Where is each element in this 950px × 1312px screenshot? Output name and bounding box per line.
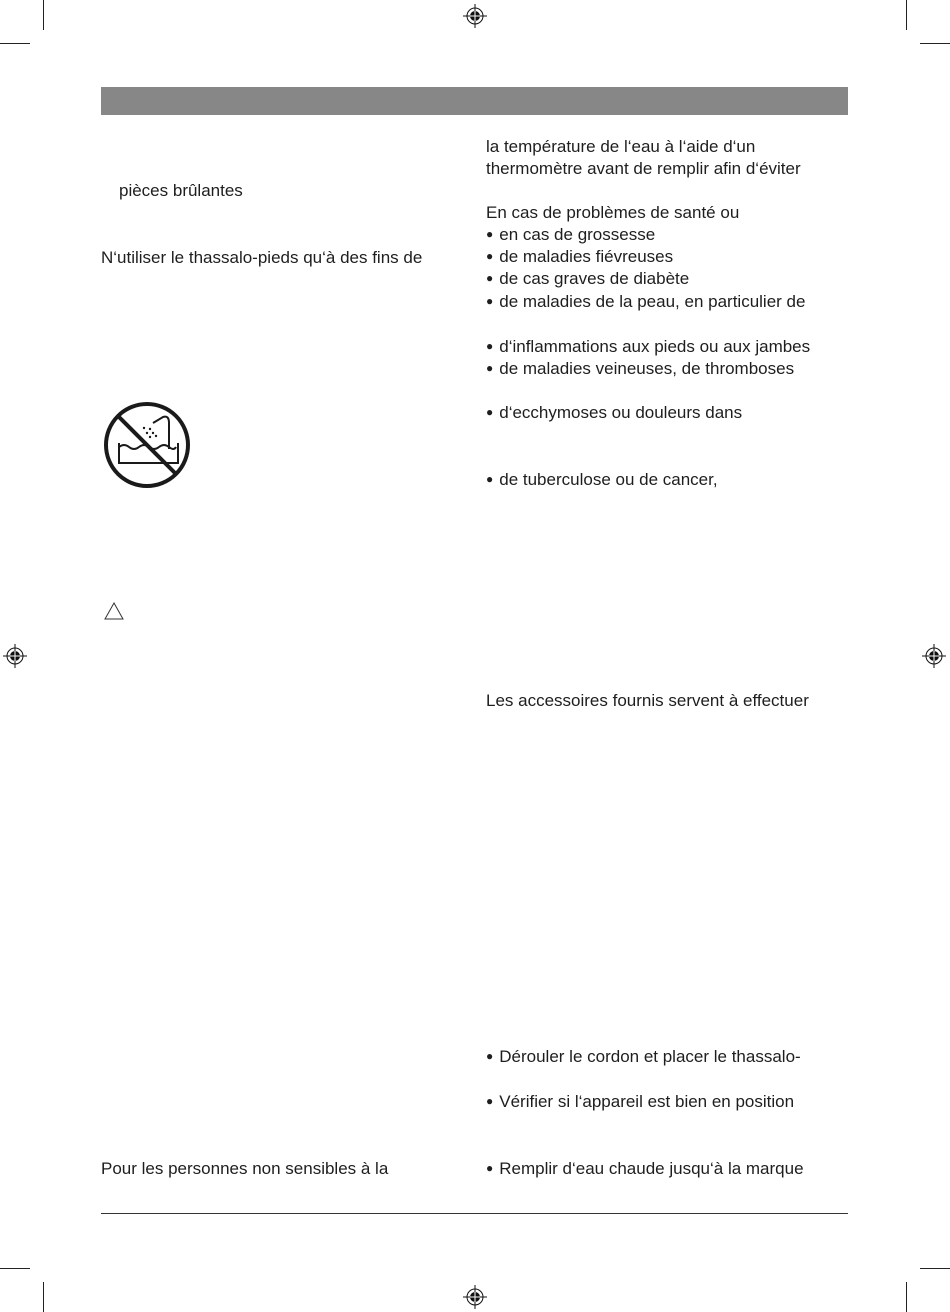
crop-mark bbox=[920, 43, 950, 44]
crop-mark bbox=[0, 43, 30, 44]
list-item-step: ● Remplir d‘eau chaude jusqu‘à la marque bbox=[486, 1158, 804, 1181]
crop-mark bbox=[0, 1268, 30, 1269]
text-accessories: Les accessoires fournis servent à effectuer bbox=[486, 691, 809, 710]
text-usage-restriction: N‘utiliser le thassalo-pieds qu‘à des fins de bbox=[101, 248, 423, 267]
text-burning-parts: pièces brûlantes bbox=[119, 181, 243, 200]
warning-triangle-icon bbox=[104, 602, 124, 620]
list-item: ● d‘ecchymoses ou douleurs dans bbox=[486, 402, 742, 425]
text-temperature-line-1: la température de l‘eau à l‘aide d‘un bbox=[486, 137, 756, 156]
footer-divider bbox=[101, 1213, 848, 1214]
crop-mark bbox=[906, 1282, 907, 1312]
section-header-bar bbox=[101, 87, 848, 115]
list-item-step: ● Dérouler le cordon et placer le thassalo- bbox=[486, 1046, 801, 1069]
text-health-intro: En cas de problèmes de santé ou bbox=[486, 203, 740, 222]
list-item: ● de maladies fiévreuses bbox=[486, 246, 673, 269]
registration-mark-icon bbox=[463, 4, 487, 28]
text-sensitive-persons: Pour les personnes non sensibles à la bbox=[101, 1159, 389, 1178]
crop-mark bbox=[906, 0, 907, 30]
registration-mark-icon bbox=[463, 1285, 487, 1309]
crop-mark bbox=[43, 1282, 44, 1312]
registration-mark-icon bbox=[3, 644, 27, 668]
list-item: ● de tuberculose ou de cancer, bbox=[486, 469, 718, 492]
crop-mark bbox=[920, 1268, 950, 1269]
list-item: ● d‘inflammations aux pieds ou aux jambes bbox=[486, 336, 810, 359]
text-temperature-line-2: thermomètre avant de remplir afin d‘éviter bbox=[486, 159, 801, 178]
registration-mark-icon bbox=[922, 644, 946, 668]
no-shower-bath-icon bbox=[103, 401, 191, 489]
list-item: ● de cas graves de diabète bbox=[486, 268, 689, 291]
list-item: ● de maladies de la peau, en particulier de bbox=[486, 291, 805, 314]
list-item: ● en cas de grossesse bbox=[486, 224, 655, 247]
crop-mark bbox=[43, 0, 44, 30]
list-item-step: ● Vérifier si l‘appareil est bien en position bbox=[486, 1091, 794, 1114]
list-item: ● de maladies veineuses, de thromboses bbox=[486, 358, 794, 381]
